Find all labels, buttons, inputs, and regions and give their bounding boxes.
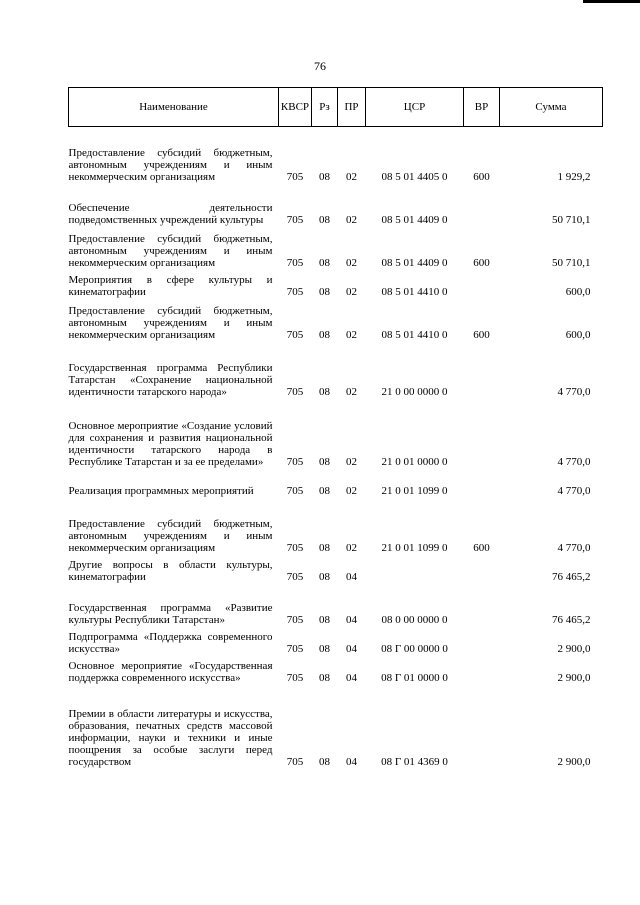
table-header-row (69, 88, 603, 127)
cell-rz: 08 (319, 213, 330, 226)
cell-name: Другие вопросы в области культуры, кинематографии (68, 558, 273, 583)
cell-kvsr: 705 (286, 642, 304, 655)
cell-pr: 04 (346, 755, 357, 768)
top-edge-mark (583, 0, 640, 3)
cell-rz: 08 (319, 328, 330, 341)
cell-name: Предоставление субсидий бюджетным, автономным учреждениям и иным некоммерческим организациям (68, 304, 273, 341)
cell-sum: 2 900,0 (557, 642, 591, 655)
cell-rz: 08 (319, 170, 330, 183)
cell-sum: 50 710,1 (552, 256, 591, 269)
cell-rz: 08 (319, 541, 330, 554)
cell-vr: 600 (473, 256, 490, 269)
cell-name: Подпрограмма «Поддержка современного искусства» (68, 630, 273, 655)
cell-pr: 02 (346, 285, 357, 298)
cell-name: Основное мероприятие «Создание условий для сохранения и развития национальной идентичности татарского народа в Республике Татарстан и за ее пределами» (68, 419, 273, 468)
cell-sum: 2 900,0 (557, 755, 591, 768)
table-row (69, 270, 603, 299)
header-csr: ЦСР (366, 88, 464, 127)
cell-pr: 02 (346, 213, 357, 226)
cell-csr: 21 0 00 0000 0 (381, 385, 448, 398)
cell-vr: 600 (473, 328, 490, 341)
cell-vr: 600 (473, 170, 490, 183)
cell-vr (464, 627, 500, 656)
cell-csr (366, 555, 464, 584)
cell-csr: 08 5 01 4410 0 (381, 328, 448, 341)
cell-rz: 08 (319, 613, 330, 626)
table-row (69, 127, 603, 184)
budget-table-container (68, 87, 602, 769)
header-pr: ПР (338, 88, 366, 127)
cell-csr: 08 Г 01 4369 0 (381, 755, 448, 768)
table-row (69, 227, 603, 270)
cell-sum: 4 770,0 (557, 385, 591, 398)
cell-vr (464, 584, 500, 627)
cell-pr: 02 (346, 328, 357, 341)
cell-rz: 08 (319, 285, 330, 298)
cell-sum: 4 770,0 (557, 484, 591, 497)
cell-pr: 02 (346, 541, 357, 554)
cell-vr (464, 184, 500, 227)
cell-rz: 08 (319, 256, 330, 269)
cell-csr: 08 0 00 0000 0 (381, 613, 448, 626)
cell-name: Государственная программа Республики Татарстан «Сохранение национальной идентичности татарского народа» (68, 361, 273, 398)
cell-rz: 08 (319, 570, 330, 583)
cell-pr: 02 (346, 256, 357, 269)
cell-csr: 08 5 01 4410 0 (381, 285, 448, 298)
cell-kvsr: 705 (286, 570, 304, 583)
cell-rz: 08 (319, 484, 330, 497)
cell-vr (464, 555, 500, 584)
page-number: 76 (314, 59, 326, 73)
cell-sum: 600,0 (565, 285, 591, 298)
cell-pr: 04 (346, 613, 357, 626)
table-row (69, 399, 603, 469)
cell-vr: 600 (473, 541, 490, 554)
cell-csr: 08 5 01 4409 0 (381, 213, 448, 226)
cell-pr: 04 (346, 671, 357, 684)
table-row (69, 184, 603, 227)
header-vr: ВР (464, 88, 500, 127)
cell-name: Премии в области литературы и искусства, образования, печатных средств массовой информации, науки и техники и иные поощрения за особые заслуги перед государством (68, 707, 273, 768)
cell-pr: 02 (346, 170, 357, 183)
cell-kvsr: 705 (286, 328, 304, 341)
table-row (69, 627, 603, 656)
cell-kvsr: 705 (286, 613, 304, 626)
cell-rz: 08 (319, 671, 330, 684)
cell-kvsr: 705 (286, 170, 304, 183)
cell-sum: 76 465,2 (552, 613, 591, 626)
table-body (69, 127, 603, 769)
cell-kvsr: 705 (286, 213, 304, 226)
cell-kvsr: 705 (286, 755, 304, 768)
header-name: Наименование (69, 88, 279, 127)
table-row (69, 656, 603, 685)
cell-rz: 08 (319, 385, 330, 398)
cell-pr: 02 (346, 484, 357, 497)
cell-csr: 08 5 01 4409 0 (381, 256, 448, 269)
cell-sum: 4 770,0 (557, 455, 591, 468)
cell-pr: 04 (346, 570, 357, 583)
cell-sum: 4 770,0 (557, 541, 591, 554)
cell-name: Предоставление субсидий бюджетным, автономным учреждениям и иным некоммерческим организациям (68, 232, 273, 269)
cell-name: Мероприятия в сфере культуры и кинематографии (68, 273, 273, 298)
table-row (69, 685, 603, 769)
table-row (69, 299, 603, 342)
cell-pr: 02 (346, 455, 357, 468)
cell-kvsr: 705 (286, 455, 304, 468)
cell-name: Основное мероприятие «Государственная поддержка современного искусства» (68, 659, 273, 684)
cell-kvsr: 705 (286, 385, 304, 398)
table-row (69, 342, 603, 399)
cell-kvsr: 705 (286, 541, 304, 554)
cell-vr (464, 685, 500, 769)
cell-sum: 600,0 (565, 328, 591, 341)
cell-kvsr: 705 (286, 256, 304, 269)
cell-vr (464, 270, 500, 299)
cell-csr: 08 5 01 4405 0 (381, 170, 448, 183)
cell-sum: 50 710,1 (552, 213, 591, 226)
cell-csr: 21 0 01 1099 0 (381, 484, 448, 497)
cell-name: Обеспечение деятельности подведомственных учреждений культуры (68, 201, 273, 226)
cell-kvsr: 705 (286, 484, 304, 497)
table-row (69, 469, 603, 498)
cell-name: Предоставление субсидий бюджетным, автономным учреждениям и иным некоммерческим организациям (68, 517, 273, 554)
cell-rz: 08 (319, 455, 330, 468)
cell-rz: 08 (319, 755, 330, 768)
cell-csr: 21 0 01 0000 0 (381, 455, 448, 468)
cell-sum: 1 929,2 (557, 170, 591, 183)
header-rz: Рз (312, 88, 338, 127)
cell-pr: 04 (346, 642, 357, 655)
header-kvsr: КВСР (279, 88, 312, 127)
cell-vr (464, 342, 500, 399)
cell-name: Реализация программных мероприятий (68, 484, 254, 497)
cell-vr (464, 656, 500, 685)
cell-rz: 08 (319, 642, 330, 655)
cell-csr: 08 Г 00 0000 0 (381, 642, 448, 655)
table-row (69, 498, 603, 555)
header-sum: Сумма (500, 88, 603, 127)
cell-name: Предоставление субсидий бюджетным, автономным учреждениям и иным некоммерческим организациям (68, 146, 273, 183)
cell-sum: 2 900,0 (557, 671, 591, 684)
cell-sum: 76 465,2 (552, 570, 591, 583)
cell-vr (464, 469, 500, 498)
cell-kvsr: 705 (286, 671, 304, 684)
cell-kvsr: 705 (286, 285, 304, 298)
budget-table (68, 87, 603, 769)
table-row (69, 555, 603, 584)
cell-vr (464, 399, 500, 469)
cell-csr: 21 0 01 1099 0 (381, 541, 448, 554)
cell-name: Государственная программа «Развитие культуры Республики Татарстан» (68, 601, 273, 626)
cell-pr: 02 (346, 385, 357, 398)
table-row (69, 584, 603, 627)
cell-csr: 08 Г 01 0000 0 (381, 671, 448, 684)
